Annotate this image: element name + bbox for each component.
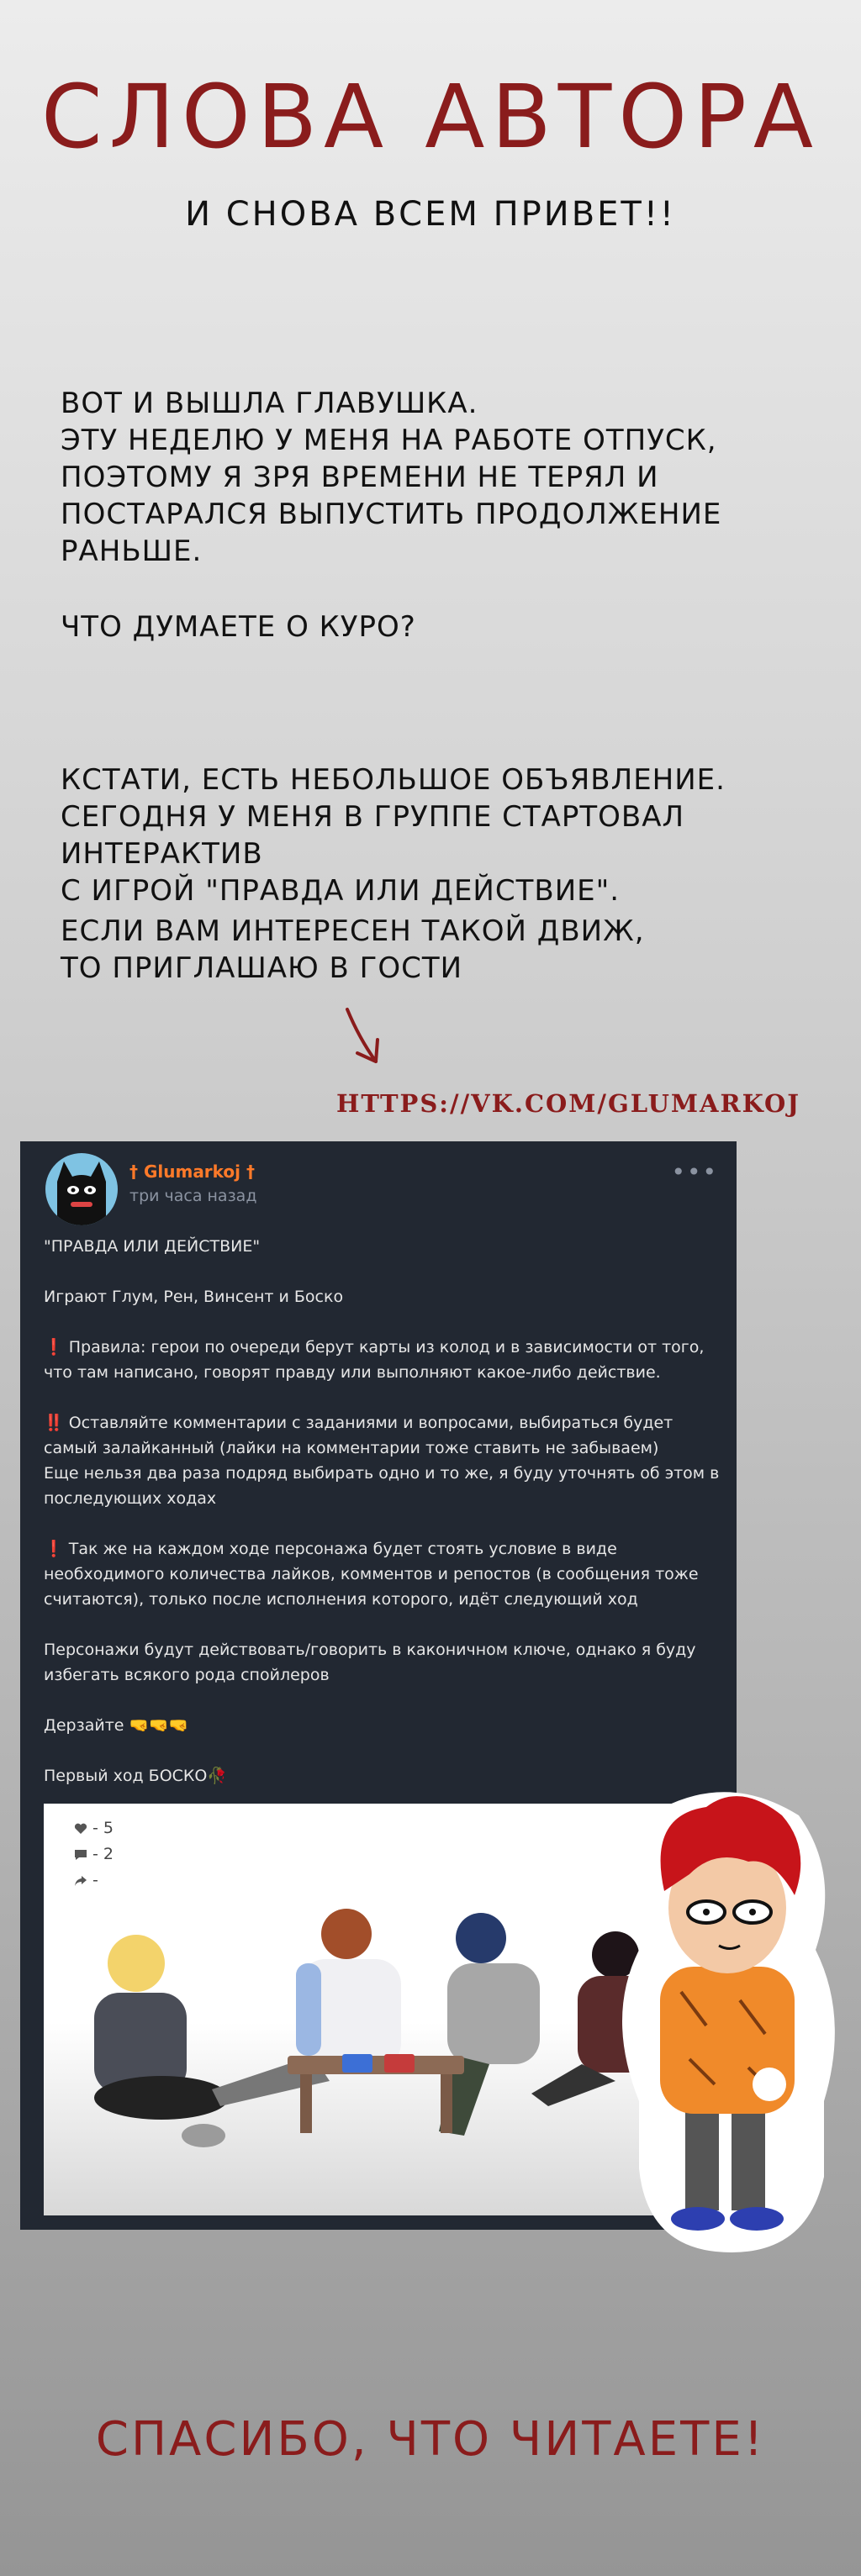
exclamation-icon: ❗	[44, 1338, 64, 1356]
post-spoilers: Персонажи будут действовать/говорить в каконичном ключе, однако я буду избегать всякого рода спойлеров	[44, 1641, 696, 1684]
post-author-link[interactable]: † Glumarkoj †	[129, 1162, 255, 1182]
post-timestamp[interactable]: три часа назад	[129, 1187, 257, 1205]
note-line: СЕГОДНЯ У МЕНЯ В ГРУППЕ СТАРТОВАЛ ИНТЕРАКТИВ	[61, 800, 685, 871]
rule-text: Еще нельзя два раза подряд выбирать одно и то же, я буду уточнять об этом в последующих ходах	[44, 1464, 720, 1508]
note-line: ПОЭТОМУ Я ЗРЯ ВРЕМЕНИ НЕ ТЕРЯЛ И	[61, 461, 659, 494]
more-options-icon[interactable]: •••	[671, 1158, 718, 1186]
note-line: КСТАТИ, ЕСТЬ НЕБОЛЬШОЕ ОБЪЯВЛЕНИЕ.	[61, 763, 726, 797]
comments-count: - 2	[74, 1841, 114, 1867]
greeting-subtitle: И СНОВА ВСЕМ ПРИВЕТ!!	[185, 195, 676, 234]
note-line: ЕСЛИ ВАМ ИНТЕРЕСЕН ТАКОЙ ДВИЖ,	[61, 914, 645, 948]
black-cat-avatar-icon	[45, 1153, 118, 1225]
post-rule-3	[44, 1536, 723, 1612]
double-exclamation-icon: ‼️	[44, 1414, 64, 1432]
author-note-paragraph-1	[61, 385, 817, 570]
likes-count: - 5	[74, 1815, 114, 1841]
author-note-question: ЧТО ДУМАЕТЕ О КУРО?	[61, 610, 416, 644]
note-line: ВОТ И ВЫШЛА ГЛАВУШКА.	[61, 387, 478, 420]
author-mascot-sticker	[614, 1782, 841, 2261]
post-rule-2	[44, 1410, 723, 1511]
rule-text: Правила: герои по очереди берут карты из колод и в зависимости от того, что там написано, говорят правду или выполняют какое-либо действие.	[44, 1338, 705, 1382]
author-note-paragraph-2	[61, 761, 817, 909]
exclamation-icon: ❗	[44, 1540, 64, 1558]
note-line: ПОСТАРАЛСЯ ВЫПУСТИТЬ ПРОДОЛЖЕНИЕ	[61, 498, 722, 531]
reposts-count: -	[74, 1867, 114, 1894]
author-note-paragraph-3	[61, 913, 817, 987]
arrow-down-icon	[341, 1004, 391, 1072]
rule-text: Так же на каждом ходе персонажа будет стоять условие в виде необходимого количества лайков, комментов и репостов (в сообщения тоже считаются), только после исполнения которого, идёт следующий ход	[44, 1540, 699, 1609]
page-title: СЛОВА АВТОРА	[41, 66, 820, 168]
avatar[interactable]	[45, 1153, 118, 1225]
post-players: Играют Глум, Рен, Винсент и Боско	[44, 1288, 344, 1306]
vk-group-link[interactable]: HTTPS://VK.COM/GLUMARKOJ	[336, 1089, 800, 1118]
post-rule-1	[44, 1335, 723, 1385]
note-line: РАНЬШЕ.	[61, 535, 203, 568]
note-line: ЭТУ НЕДЕЛЮ У МЕНЯ НА РАБОТЕ ОТПУСК,	[61, 424, 717, 457]
post-body	[44, 1234, 723, 1814]
thanks-footer: СПАСИБО, ЧТО ЧИТАЕТЕ!	[95, 2412, 766, 2467]
post-dare: Дерзайте 🤜🤜🤜	[44, 1716, 189, 1735]
post-first-turn: Первый ход БОСКО🥀	[44, 1767, 228, 1785]
rule-text: Оставляйте комментарии с заданиями и вопросами, выбираться будет самый залайканный (лайки на комментарии тоже ставить не забываем)	[44, 1414, 673, 1457]
note-line: ТО ПРИГЛАШАЮ В ГОСТИ	[61, 951, 463, 985]
note-line: С ИГРОЙ "ПРАВДА ИЛИ ДЕЙСТВИЕ".	[61, 874, 621, 908]
post-title: "ПРАВДА ИЛИ ДЕЙСТВИЕ"	[44, 1237, 261, 1256]
